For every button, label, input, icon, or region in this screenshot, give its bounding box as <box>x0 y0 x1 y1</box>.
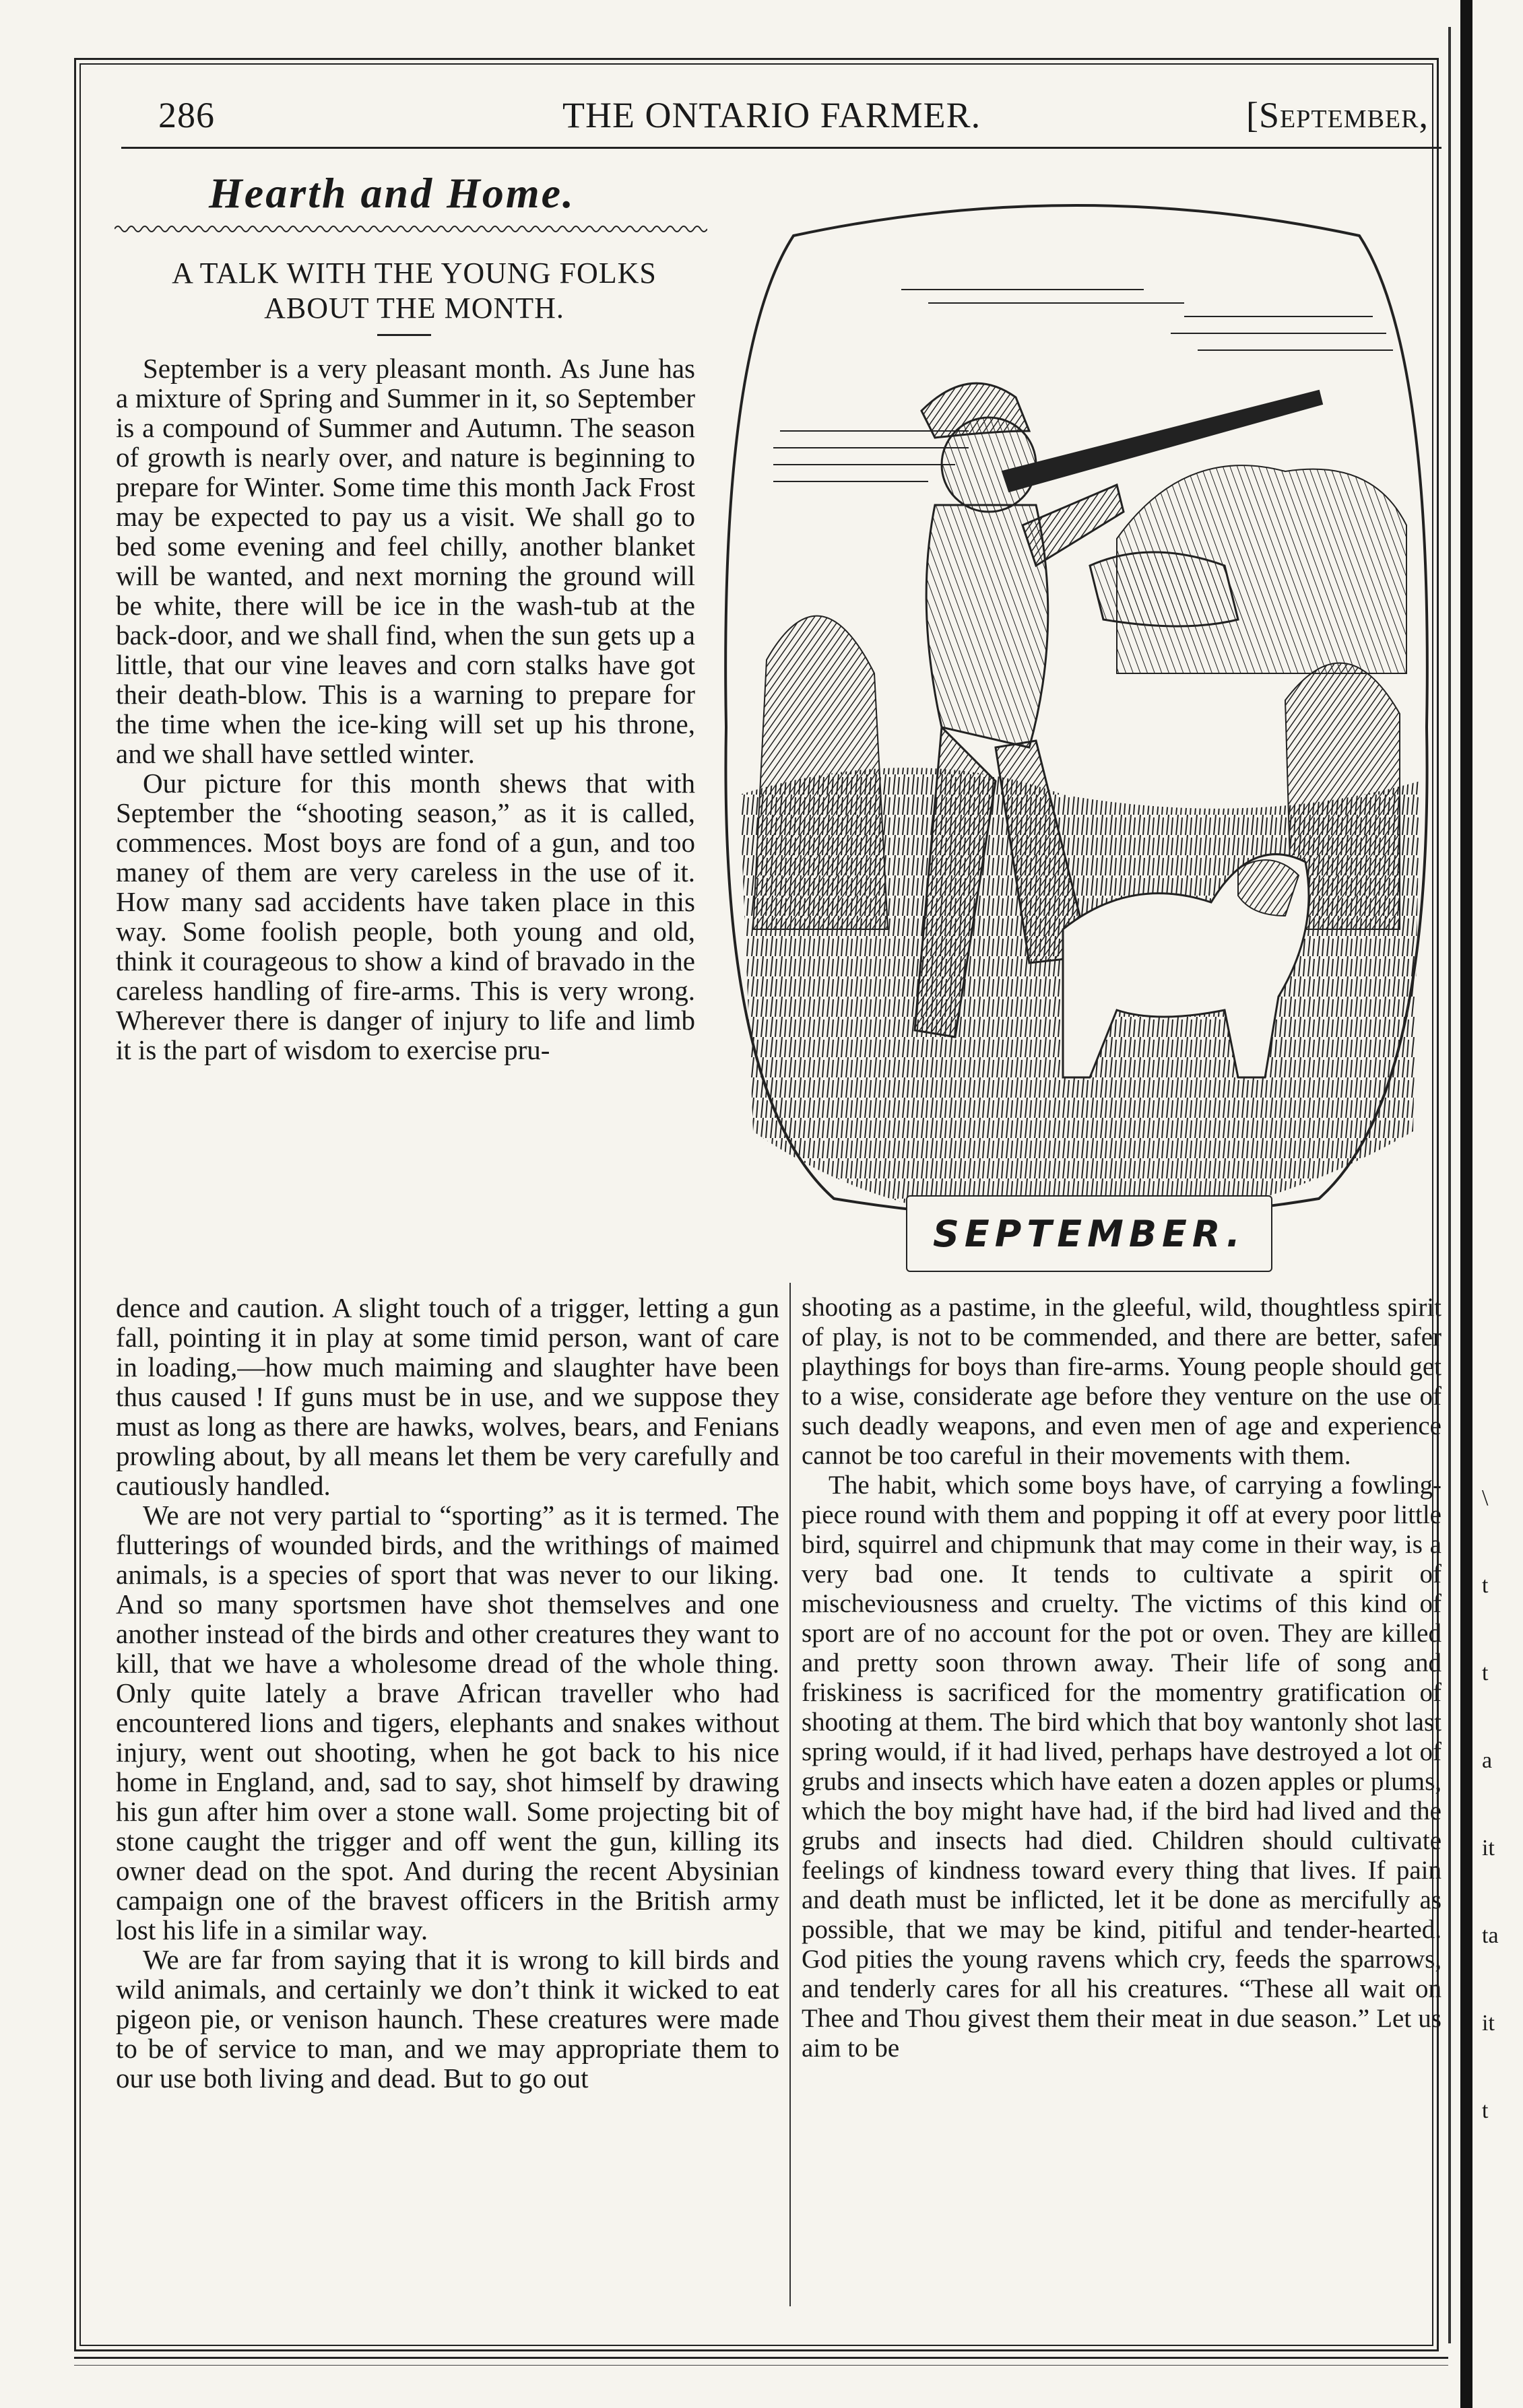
wavy-rule <box>115 222 707 236</box>
header-month: [September, <box>1246 95 1429 135</box>
edge-fragment: t <box>1482 1573 1489 1598</box>
adjacent-page-fragments <box>1482 1454 1509 2155</box>
column-right <box>802 1293 1441 2063</box>
running-header <box>128 89 1448 143</box>
column-divider <box>789 1283 791 2306</box>
edge-fragment: t <box>1482 2098 1489 2123</box>
paragraph: shooting as a pastime, in the gleeful, wild, thoughtless spirit of play, is not to be commended, and there are better, safer playthings for boys than fire-arms. Young people should get to a wise, considerate age before they venture on the use of such deadly weapons, and even men of age and experience cannot be too careful in their movements with them. <box>802 1293 1441 1470</box>
edge-fragment: a <box>1482 1748 1493 1773</box>
paragraph: September is a very pleasant month. As June has a mixture of Spring and Summer in it, so September is a compound of Summer and Autumn. The season of growth is nearly over, and nature is beginning to prepare for Winter. Some time this month Jack Frost may be expected to pay us a visit. We shall go to bed some evening and feel chilly, another blanket will be wanted, and next morning the ground will be white, there will be ice in the wash-tub at the back-door, and we shall find, when the sun gets up a little, that our vine leaves and corn stalks have got their death-blow. This is a warning to prepare for the time when the ice-king will set up his throne, and we shall have settled winter. <box>116 353 695 769</box>
paragraph: The habit, which some boys have, of carrying a fowling-piece round with them and popping it off at every poor little bird, squirrel and chipmunk that may come in their way, is a very bad one. It tends to cultivate a spirit of mischeviousness and cruelty. The victims of this kind of sport are of no account for the pot or oven. They are killed and pretty soon thrown away. Their life of song and friskiness is sacrificed for the momentry gratification of shooting at them. The bird which that boy wantonly shot last spring would, if it had lived, perhaps have destroyed a lot of grubs and insects which have eaten a dozen apples or plums, which the boy might have had, if the bird had lived and the grubs and insects had died. Children should cultivate feelings of kindness toward every thing that lives. If pain and death must be inflicted, let it be done as mercifully as possible, that we may be kind, pitiful and tender-hearted. God pities the young ravens which cry, feeds the sparrows, and tenderly cares for all his creatures. “These all wait on Thee and Thou givest them their meat in due season.” Let us aim to be <box>802 1471 1441 2063</box>
illustration-caption: SEPTEMBER. <box>933 1212 1245 1255</box>
journal-title: THE ONTARIO FARMER. <box>562 95 981 135</box>
title-rule <box>377 334 431 336</box>
page-edge-line <box>1448 27 1451 2343</box>
edge-fragment: \ <box>1482 1485 1489 1510</box>
edge-fragment: ta <box>1482 1923 1499 1948</box>
edge-fragment: it <box>1482 1836 1495 1861</box>
section-title: Hearth and Home. <box>209 169 576 217</box>
edge-fragment: it <box>1482 2011 1495 2036</box>
header-rule <box>121 147 1441 149</box>
caption-scroll <box>906 1195 1272 1272</box>
bottom-rule-thin <box>74 2365 1448 2366</box>
edge-fragment: t <box>1482 1661 1489 1685</box>
article-title: A TALK WITH THE YOUNG FOLKS ABOUT THE MONTH. <box>172 257 657 325</box>
binding-shadow <box>1460 0 1472 2408</box>
column-left-top <box>116 354 695 1065</box>
paragraph: We are not very partial to “sporting” as it is termed. The flutterings of wounded birds, and the writhings of maimed animals, is a species of sport that was never to our liking. And so many sportsmen have shot themselves and one another instead of the birds and other creatures they want to kill, that we have a wholesome dread of the whole thing. Only quite lately a brave African traveller who had encountered lions and tigers, elephants and snakes without injury, went out shooting, when he got back to his nice home in England, and, sad to say, shot himself by drawing his gun after him over a stone wall. Some projecting bit of stone caught the trigger and off went the gun, killing its owner dead on the spot. And during the recent Abysinian campaign one of the bravest officers in the British army lost his life in a similar way. <box>116 1500 779 1945</box>
column-left-bottom <box>116 1293 779 2093</box>
paragraph: Our picture for this month shews that with September the “shooting season,” as it is called, commences. Most boys are fond of a gun, and too maney of them are very careless in the use of it. How many sad accidents have taken place in this way. Some foolish people, both young and old, think it courageous to show a kind of bravado in the careless handling of fire-arms. This is very wrong. Wherever there is danger of injury to life and limb it is the part of wisdom to exercise pru- <box>116 768 695 1065</box>
bottom-rule <box>74 2357 1448 2359</box>
paragraph: dence and caution. A slight touch of a trigger, letting a gun fall, pointing it in play at some timid person, want of care in loading,—how much maiming and slaughter have been thus caused ! If guns must be in use, and we suppose they must as long as there are hawks, wolves, bears, and Fenians prowling about, by all means let them be very carefully and cautiously handled. <box>116 1292 779 1501</box>
paragraph: We are far from saying that it is wrong to kill birds and wild animals, and certainly we don’t think it wicked to eat pigeon pie, or venison haunch. These creatures were made to be of service to man, and we may appropriate them to our use both living and dead. But to go out <box>116 1944 779 2094</box>
september-engraving <box>713 189 1440 1252</box>
page-number: 286 <box>158 95 215 135</box>
